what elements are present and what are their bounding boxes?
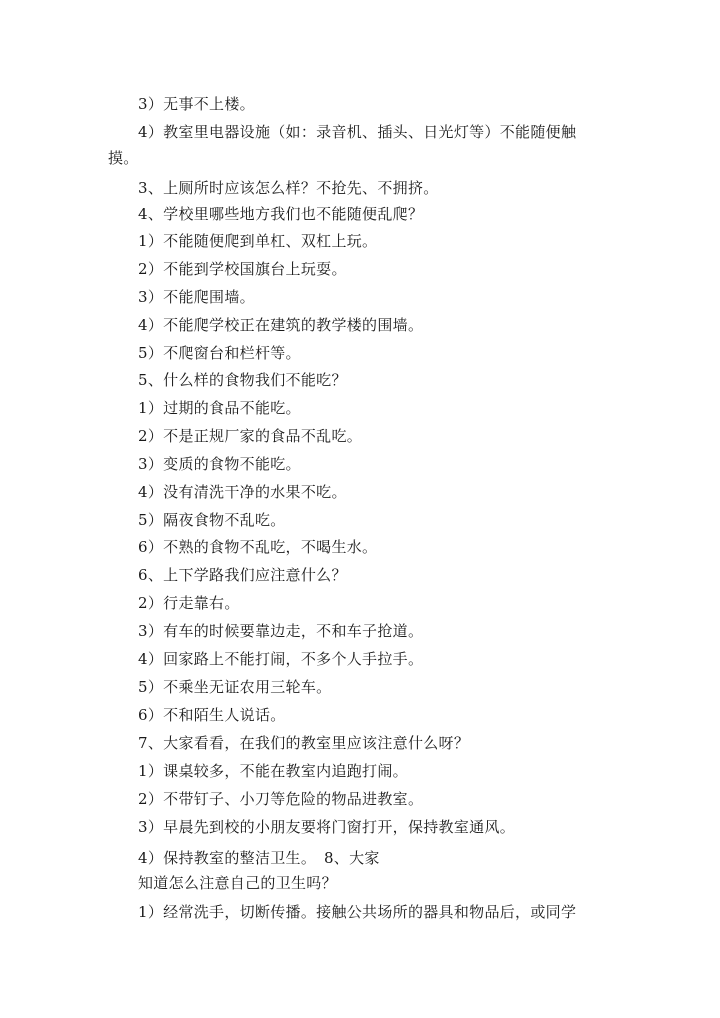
text-line: 4）不能爬学校正在建筑的教学楼的围墙。	[138, 316, 424, 334]
text-line: 3）有车的时候要靠边走，不和车子抢道。	[138, 622, 424, 640]
text-line: 3）不能爬围墙。	[138, 288, 255, 306]
text-line: 4）回家路上不能打闹，不多个人手拉手。	[138, 650, 424, 668]
text-line: 4、学校里哪些地方我们也不能随便乱爬？	[138, 205, 424, 223]
text-line: 4）教室里电器设施（如：录音机、插头、日光灯等）不能随便触	[138, 123, 577, 141]
text-line: 2）不带钉子、小刀等危险的物品进教室。	[138, 790, 424, 808]
text-line: 1）不能随便爬到单杠、双杠上玩。	[138, 232, 378, 250]
text-line: 5）不乘坐无证农用三轮车。	[138, 678, 332, 696]
text-line: 7、大家看看，在我们的教室里应该注意什么呀？	[138, 734, 470, 752]
text-line: 3）无事不上楼。	[138, 95, 255, 113]
text-line: 2）行走靠右。	[138, 594, 240, 612]
text-line: 5、什么样的食物我们不能吃？	[138, 371, 347, 389]
text-line: 3）变质的食物不能吃。	[138, 455, 301, 473]
text-line: 摸。	[108, 149, 139, 167]
text-line: 知道怎么注意自己的卫生吗？	[138, 874, 337, 892]
text-line: 6、上下学路我们应注意什么？	[138, 566, 347, 584]
text-line: 3、上厕所时应该怎么样？不抢先、不拥挤。	[138, 179, 439, 197]
text-line: 1）经常洗手，切断传播。接触公共场所的器具和物品后，或同学	[138, 903, 577, 921]
text-line: 2）不能到学校国旗台上玩耍。	[138, 260, 347, 278]
text-line: 4）没有清洗干净的水果不吃。	[138, 483, 347, 501]
text-line: 1）课桌较多，不能在教室内追跑打闹。	[138, 762, 408, 780]
text-line: 5）不爬窗台和栏杆等。	[138, 344, 301, 362]
text-line: 6）不熟的食物不乱吃，不喝生水。	[138, 538, 378, 556]
text-line: 6）不和陌生人说话。	[138, 706, 286, 724]
text-line: 1）过期的食品不能吃。	[138, 399, 301, 417]
text-line: 4）保持教室的整洁卫生。 8、大家	[138, 849, 380, 867]
text-line: 5）隔夜食物不乱吃。	[138, 511, 286, 529]
text-line: 3）早晨先到校的小朋友要将门窗打开，保持教室通风。	[138, 818, 516, 836]
text-line: 2）不是正规厂家的食品不乱吃。	[138, 427, 363, 445]
